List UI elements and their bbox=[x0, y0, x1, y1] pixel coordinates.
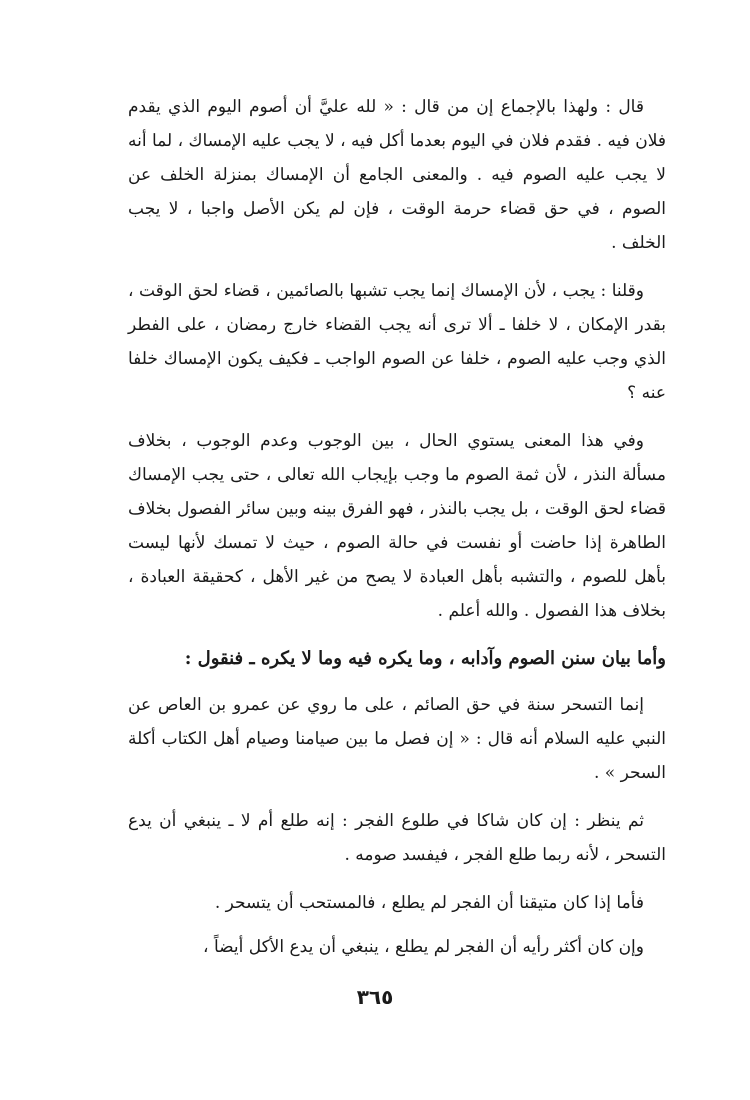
paragraph-akthar-rayih: وإن كان أكثر رأيه أن الفجر لم يطلع ، ينبغي أن يدع الأكل أيضاً ، bbox=[203, 937, 644, 957]
paragraph-qulna: وقلنا : يجب ، لأن الإمساك إنما يجب تشبها بالصائمين ، قضاء لحق الوقت ، بقدر الإمكان ، لا خلفا ـ ألا ترى أنه يجب القضاء خارج رمضان ، على الفطر الذي وجب عليه الصوم ، خلفا عن الصوم الواجب ـ فكيف يكون الإمساك خلفا عنه ؟ bbox=[128, 281, 666, 403]
paragraph-tasahhur: إنما التسحر سنة في حق الصائم ، على ما روي عن عمرو بن العاص عن النبي عليه السلام أنه قال : « إن فصل ما بين صيامنا وصيام أهل الكتاب أكلة السحر » . bbox=[128, 695, 666, 783]
paragraph-wujub: وفي هذا المعنى يستوي الحال ، بين الوجوب وعدم الوجوب ، بخلاف مسألة النذر ، لأن ثمة الصوم ما وجب بإيجاب الله تعالى ، حتى يجب الإمساك قضاء لحق الوقت ، بل يجب بالنذر ، فهو الفرق بينه وبين سائر الفصول بخلاف الطاهرة إذا حاضت أو نفست في حالة الصوم ، حيث لا تمسك لأنها ليست بأهل للصوم ، والتشبه بأهل العبادة لا يصح من غير الأهل ، كحقيقة العبادة ، بخلاف هذا الفصول . والله أعلم . bbox=[128, 431, 666, 621]
paragraph-ijma: قال : ولهذا بالإجماع إن من قال : « لله عليَّ أن أصوم اليوم الذي يقدم فلان فيه . فقدم فلان في اليوم بعدما أكل فيه ، لا يجب عليه الإمساك ، لما أنه لا يجب عليه الصوم فيه . والمعنى الجامع أن الإمساك بمنزلة الخلف عن الصوم ، في حق قضاء حرمة الوقت ، فإن لم يكن الأصل واجبا ، لا يجب الخلف . bbox=[128, 97, 666, 253]
paragraph-shak: ثم ينظر : إن كان شاكا في طلوع الفجر : إنه طلع أم لا ـ ينبغي أن يدع التسحر ، لأنه ربما طلع الفجر ، فيفسد صومه . bbox=[128, 811, 666, 865]
page-number: ٣٦٥ bbox=[356, 985, 394, 1009]
page-body bbox=[128, 90, 666, 974]
section-heading: وأما بيان سنن الصوم وآدابه ، وما يكره فيه وما لا يكره ـ فنقول : bbox=[184, 648, 666, 669]
paragraph-mutayaqqin: فأما إذا كان متيقنا أن الفجر لم يطلع ، فالمستحب أن يتسحر . bbox=[214, 893, 644, 913]
